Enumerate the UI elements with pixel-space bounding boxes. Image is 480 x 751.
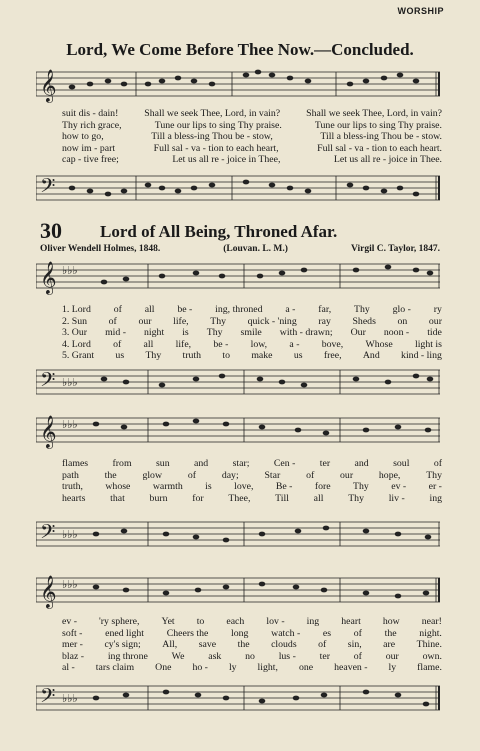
prev-treble-staff	[36, 62, 440, 106]
system3-lyrics	[62, 616, 442, 674]
system1-treble-staff	[36, 254, 440, 298]
composer-credit: Virgil C. Taylor, 1847.	[350, 244, 440, 254]
prev-hymn-lyrics	[62, 108, 442, 166]
svg-text:𝄞: 𝄞	[40, 577, 57, 608]
svg-text:♭♭♭: ♭♭♭	[62, 693, 78, 705]
svg-text:𝄞: 𝄞	[40, 263, 57, 294]
svg-text:♭♭♭: ♭♭♭	[62, 419, 78, 431]
section-label: WORSHIP	[397, 6, 444, 16]
svg-text:♭♭♭: ♭♭♭	[62, 265, 78, 277]
tune-name: (Louvan. L. M.)	[223, 244, 288, 254]
lyric-line: how to go, Till a bless-ing Thou be - stow, Till a bless-ing Thou be - stow.	[62, 131, 442, 143]
svg-text:𝄢: 𝄢	[40, 176, 56, 202]
verse-line: 5. Grant us Thy truth to make us free, And kind - ling	[62, 350, 442, 362]
hymn-number: 30	[40, 218, 62, 243]
verse-line: 1. Lord of all be - ing, throned a - far, Thy glo - ry	[62, 304, 442, 315]
verse-line: 2. Sun of our life, Thy quick - 'ning ray Sheds on our	[62, 315, 442, 327]
system3-bass-staff	[36, 676, 440, 720]
credit-row	[40, 244, 440, 254]
lyric-line: now im - part Full sal - va - tion to each heart, Full sal - va - tion to each heart.	[62, 142, 442, 154]
svg-text:𝄢: 𝄢	[40, 370, 56, 396]
svg-text:♭♭♭: ♭♭♭	[62, 377, 78, 389]
system1-bass-staff	[36, 360, 440, 404]
verse-line: blaz - ing throne We ask no lus - ter of our own.	[62, 650, 442, 662]
prev-bass-staff	[36, 166, 440, 210]
verse-line: al - tars claim One ho - ly light, one heaven - ly flame.	[62, 662, 442, 674]
svg-text:𝄢: 𝄢	[40, 522, 56, 548]
hymn-title: Lord of All Being, Throned Afar.	[100, 222, 338, 241]
system1-lyrics	[62, 304, 442, 362]
lyric-line: cap - tive free; Let us all re - joice in Thee, Let us all re - joice in Thee.	[62, 154, 442, 166]
verse-line: truth, whose warmth is love, Be - fore Thy ev - er -	[62, 481, 442, 493]
prev-hymn-title: Lord, We Come Before Thee Now.—Concluded.	[66, 40, 414, 59]
verse-line: soft - ened light Cheers the long watch - es of the night.	[62, 627, 442, 639]
system2-bass-staff	[36, 512, 440, 556]
svg-text:♭♭♭: ♭♭♭	[62, 579, 78, 591]
lyric-line: suit dis - dain! Shall we seek Thee, Lord, in vain? Shall we seek Thee, Lord, in vain?	[62, 108, 442, 119]
svg-text:♭♭♭: ♭♭♭	[62, 529, 78, 541]
author-credit: Oliver Wendell Holmes, 1848.	[40, 244, 161, 254]
verse-line: ev - 'ry sphere, Yet to each lov - ing heart how near!	[62, 616, 442, 627]
verse-line: mer - cy's sign; All, save the clouds of sin, are Thine.	[62, 639, 442, 651]
system2-treble-staff	[36, 408, 440, 452]
verse-line: path the glow of day; Star of our hope, Thy	[62, 469, 442, 481]
lyric-line: Thy rich grace, Tune our lips to sing Thy praise. Tune our lips to sing Thy praise.	[62, 119, 442, 131]
system3-treble-staff	[36, 568, 440, 612]
verse-line: flames from sun and star; Cen - ter and soul of	[62, 458, 442, 469]
verse-line: 3. Our mid - night is Thy smile with - drawn; Our noon - tide	[62, 327, 442, 339]
svg-text:𝄢: 𝄢	[40, 686, 56, 712]
verse-line: 4. Lord of all life, be - low, a - bove, Whose light is	[62, 338, 442, 350]
system2-lyrics	[62, 458, 442, 504]
svg-text:𝄞: 𝄞	[40, 417, 57, 448]
verse-line: hearts that burn for Thee, Till all Thy liv - ing	[62, 492, 442, 504]
svg-text:𝄞: 𝄞	[40, 71, 57, 102]
